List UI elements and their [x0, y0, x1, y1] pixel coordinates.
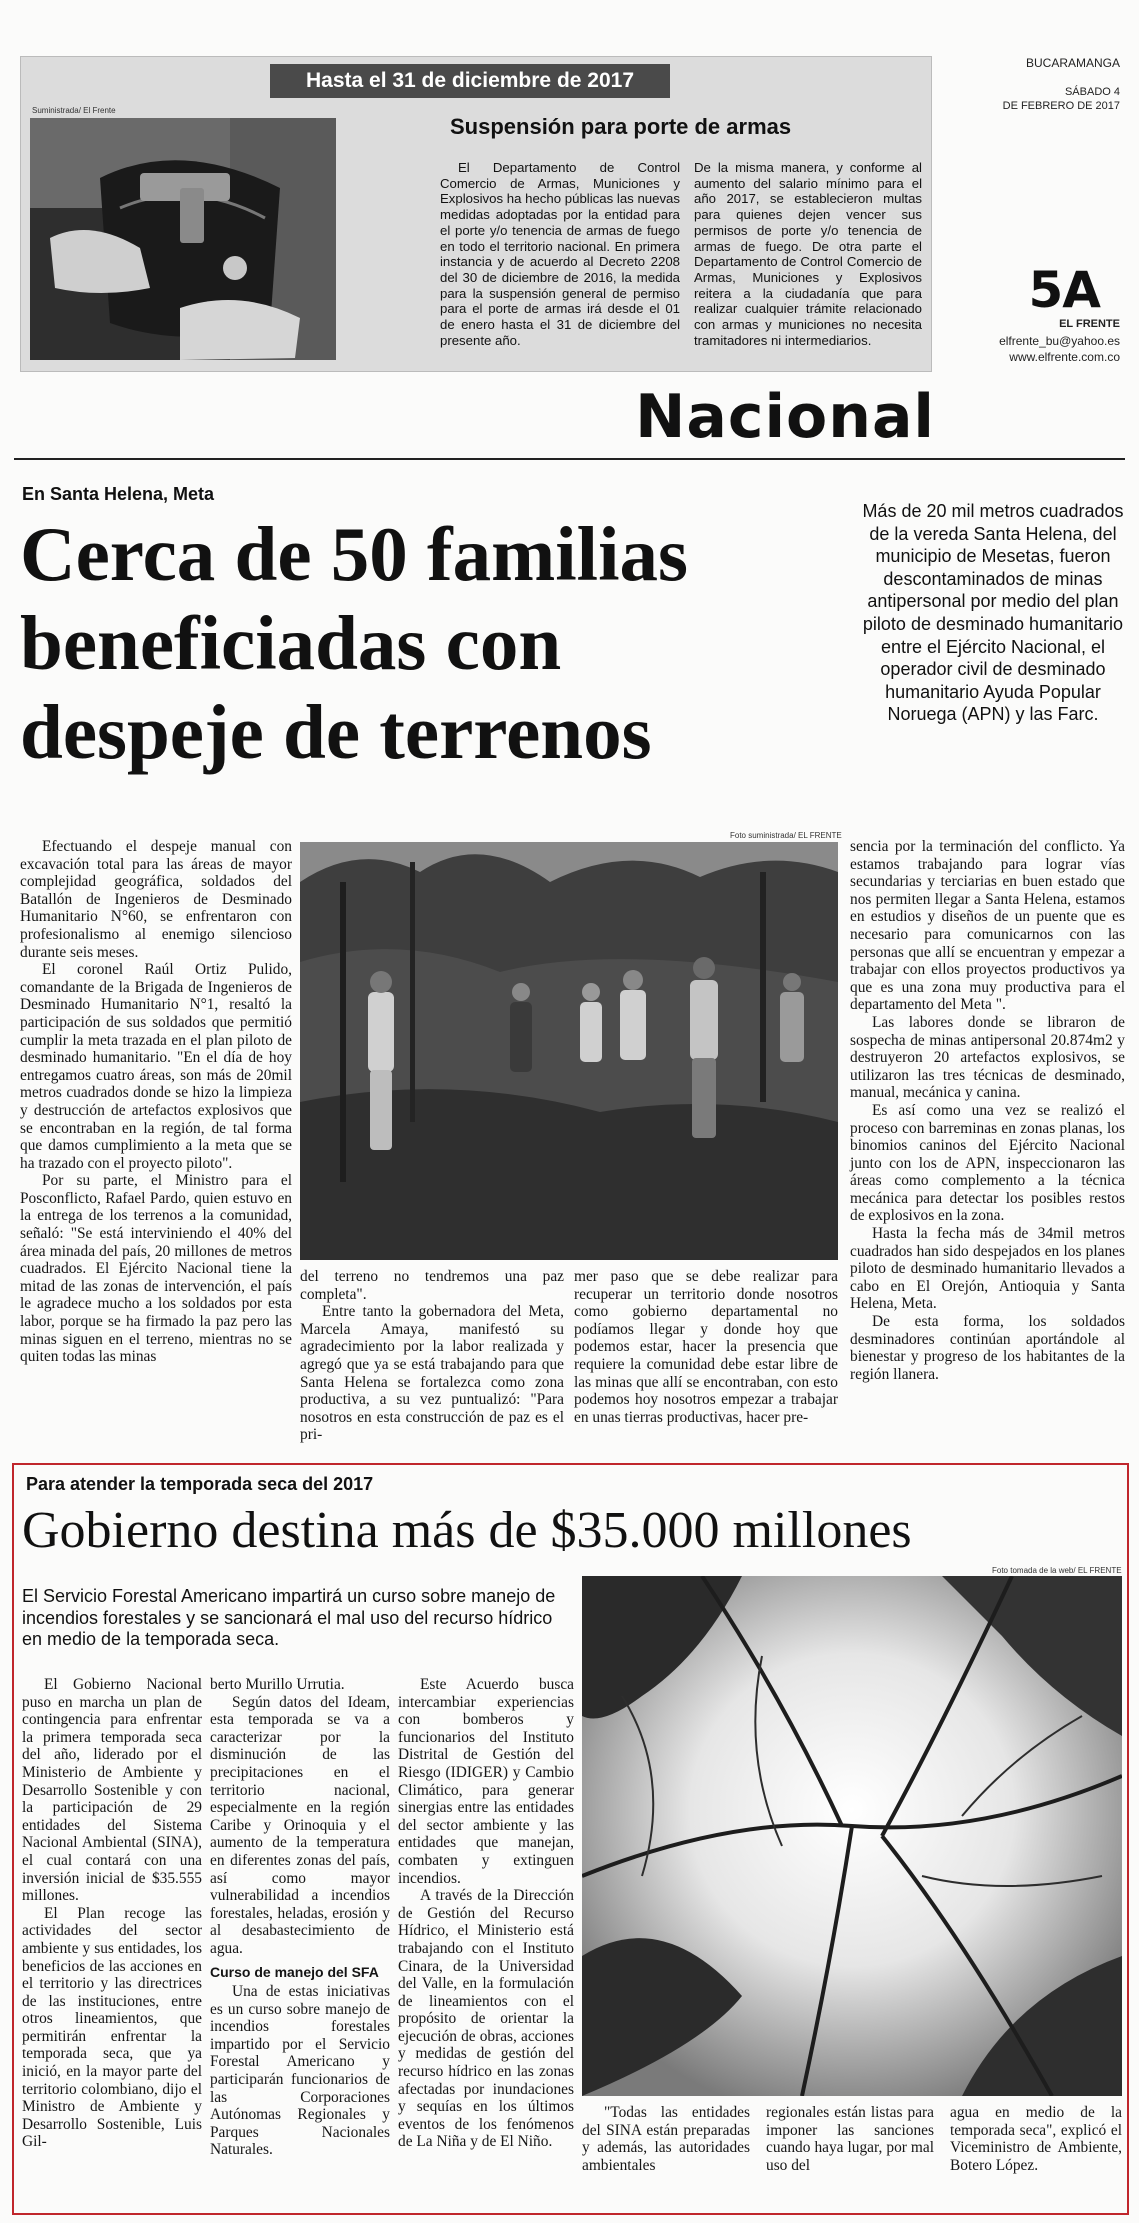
article2-col-2 [210, 1676, 390, 2159]
article2-col1-p1: El Gobierno Nacional puso en marcha un plan de contingencia para enfrentar la primera temporada seca del año, liderado por el Ministerio de Ambiente y Desarrollo Sostenible y con la participación de 29 entidades del Sistema Nacional Ambiental (SINA), el cual contará con una inversión inicial de $35.555 millones. [22, 1676, 202, 1905]
section-rule [14, 458, 1125, 460]
article2-quote-col-3 [950, 2104, 1122, 2174]
article2-col3-p2: A través de la Dirección de Gestión del Recurso Hídrico, el Ministerio está trabajando con el Instituto Cinara, de la Universidad del Valle, en la formulación de lineamientos con el propósito de orientar la ejecución de obras, acciones y medidas de gestión del recurso hídrico en las zonas afectadas por inundaciones y sequías en los últimos eventos de los fenómenos de La Niña y de El Niño. [398, 1887, 574, 2151]
top-col-2: De la misma manera, y conforme al aumento del salario mínimo para el año 2017, se establecieron multas para quienes dejen vencer sus permisos de porte y/o tenencia de armas de fuego. De otra parte el Departamento de Control Comercio de Armas, Municiones y Explosivos reitera a la ciudadanía que para realizar cualquier trámite relacionado con armas y municiones no necesita tramitadores ni intermediarios. [694, 160, 922, 348]
top-banner: Hasta el 31 de diciembre de 2017 [270, 64, 670, 98]
top-photo-handgun-bag [30, 118, 336, 360]
article1-headline-line1: Cerca de 50 familias [20, 511, 688, 597]
article2-quote-p3: agua en medio de la temporada seca", explicó el Viceministro de Ambiente, Botero López. [950, 2104, 1122, 2174]
article1-col-1 [20, 838, 292, 1366]
article1-headline-line3: despeje de terrenos [20, 689, 652, 775]
article1-col1-p2: El coronel Raúl Ortiz Pulido, comandante de la Brigada de Ingenieros de Desminado Humanitario N°1, resaltó la participación de sus soldados que permitió cumplir la meta trazada en el plan piloto de desminado humanitario. "En el día de hoy entregamos cuatro áreas, son más de 20mil metros cuadrados donde se hizo la limpieza y destrucción de artefactos explosivos que se encontraban en la región, de tal forma que damos cumplimiento a la meta que se ha trazado con el proyecto piloto". [20, 961, 292, 1172]
masthead-city: BUCARAMANGA [1025, 56, 1120, 70]
article2-col2-p2: Según datos del Ideam, esta temporada se va a caracterizar por la disminución de las precipitaciones en el territorio nacional, especialmente en la región Caribe y Orinoquia y el aumento de la temperatura en diferentes zonas del país, así como mayor vulnerabilidad a incendios forestales, heladas, erosión y al desabastecimiento de agua. [210, 1693, 390, 1957]
article1-col-2 [300, 1268, 564, 1444]
masthead-date-2: DE FEBRERO DE 2017 [1002, 100, 1120, 112]
article1-col3-p1: mer paso que se debe realizar para recuperar un territorio donde nosotros como gobierno departamental no podíamos llegar y donde hoy que podemos estar, hacer la presencia que requiere la comunidad debe estar libre de las minas que allí se encontraban, con esto podemos hoy nosotros empezar a trabajar en unas tierras productivas, hacer pre- [574, 1268, 838, 1426]
article2-subhead: Curso de manejo del SFA [210, 1963, 379, 1980]
article1-col2-p2: Entre tanto la gobernadora del Meta, Marcela Amaya, manifestó su agradecimiento por la labor realizada y agregó que ya se está trabajando para que Santa Helena se fortalezca como zona productiva, a su vez puntualizó: "Para nosotros en esta construcción de paz es el pri- [300, 1303, 564, 1444]
article2-col2-p3: Una de estas iniciativas es un curso sobre manejo de incendios forestales impartido por el Servicio Forestal Americano y participarán funcionarios de las Corporaciones Autónomas Regionales y Parques Nacionales Naturales. [210, 1983, 390, 2159]
article1-kicker: En Santa Helena, Meta [22, 484, 215, 504]
article1-photo-demining [300, 842, 838, 1260]
article2-quote-col-2 [766, 2104, 934, 2174]
article1-col-3 [574, 1268, 838, 1426]
article2-photo-trees [582, 1576, 1122, 2096]
article1-photo-credit: Foto suministrada/ EL FRENTE [730, 831, 842, 840]
article1-col4-p4: Hasta la fecha más de 34mil metros cuadrados han sido despejados en los planes piloto de desminado humanitario llevados a cabo en El Orejón, Antioquia y Santa Helena, Meta. [850, 1225, 1125, 1313]
article2-quote-p1: "Todas las entidades del SINA están preparadas y además, las autoridades ambientales [582, 2104, 750, 2174]
article2-col-1 [22, 1676, 202, 2151]
tree-canopy-illustration [582, 1576, 1122, 2096]
masthead-website: www.elfrente.com.co [1009, 350, 1120, 364]
article2-col2-p1: berto Murillo Urrutia. [210, 1676, 345, 1693]
page-number: 5A [1028, 261, 1100, 319]
top-headline: Suspensión para porte de armas [450, 114, 792, 139]
article2-quote-col-1 [582, 2104, 750, 2174]
article2-col-3 [398, 1676, 574, 2151]
article2-col3-p1: Este Acuerdo busca intercambiar experiencias con bomberos y funcionarios del Instituto Distrital de Gestión del Riesgo (IDIGER) y Cambio Climático, para generar sinergias entre las entidades del sector ambiente y las entidades que manejan, combaten y extinguen incendios. [398, 1676, 574, 1887]
article2-col1-p2: El Plan recoge las actividades del sector ambiente y sus entidades, los beneficios de las acciones en el territorio y las directrices de las instituciones, entre otros lineamientos, que permitirán enfrentar la temporada seca, que ya inició, en la mayor parte del territorio colombiano, dijo el Ministro de Ambiente y Desarrollo Sostenible, Luis Gil- [22, 1904, 202, 2151]
article1-col2-p1: del terreno no tendremos una paz completa". [300, 1268, 564, 1303]
article1-col-4 [850, 838, 1125, 1383]
article1-col1-p1: Efectuando el despeje manual con excavación total para las áreas de mayor complejidad geográfica, soldados del Batallón de Ingenieros de Desminado Humanitario N°60, se enfrentaron con profesionalismo al enemigo silencioso durante seis meses. [20, 838, 292, 961]
article1-col1-p3: Por su parte, el Ministro para el Posconflicto, Rafael Pardo, quien estuvo en la entrega de los terrenos a la comunidad, señaló: "Se está interviniendo el 40% del área minada del país, 20 millones de metros cuadrados. El Ejército Nacional tiene la mitad de las zonas de intervención, el país le agradece mucho a los soldados por esta labor, porque se ha firmado la paz pero las minas siguen en el terreno, mientras no se quiten todas las minas [20, 1172, 292, 1366]
masthead-brand: EL FRENTE [1059, 318, 1120, 330]
top-col-1: El Departamento de Control Comercio de Armas, Municiones y Explosivos ha hecho públicas las nuevas medidas adoptadas por la entidad para el porte y/o tenencia de armas de fuego en todo el territorio nacional. En primera instancia y de acuerdo al Decreto 2208 del 30 de diciembre de 2016, la medida para la suspensión general de permiso para el porte de armas irá desde el 01 de enero hasta el 31 de diciembre del presente año. [440, 160, 680, 348]
article1-col4-p1: sencia por la terminación del conflicto. Ya estamos trabajando para lograr vías secundarias y terciarias en buen estado que nos permiten llegar a Santa Helena, estamos en estudios y diseños de un puente que es necesario para comunicarnos con las personas que allí se encuentran y empezar a trabajar con ellos proyectos productivos ya que es una zona muy productiva para el departamento del Meta ". [850, 838, 1125, 1014]
article2-headline: Gobierno destina más de $35.000 millones [22, 1502, 912, 1559]
article1-headline-line2: beneficiadas con [20, 600, 562, 686]
section-title: Nacional [635, 382, 935, 452]
masthead-email: elfrente_bu@yahoo.es [999, 334, 1120, 348]
article1-summary: Más de 20 mil metros cuadrados de la vereda Santa Helena, del municipio de Mesetas, fueron descontaminados de minas antipersonal por medio del plan piloto de desminado humanitario entre el Ejército Nacional, el operador civil de desminado humanitario Ayuda Popular Noruega (APN) y las Farc. [862, 501, 1124, 725]
article1-headline [20, 510, 850, 777]
article1-col4-p3: Es así como una vez se realizó el proceso con barreminas en zonas planas, los binomios caninos del Ejército Nacional junto con los de APN, inspeccionaron las áreas como complemento a la técnica mecánica para detectar los posibles restos de explosivos en la zona. [850, 1101, 1125, 1225]
article1-col4-p5: De esta forma, los soldados desminadores continúan aportándole al bienestar y progreso de los habitantes de la región llanera. [850, 1313, 1125, 1383]
top-photo-credit: Suministrada/ El Frente [32, 106, 116, 115]
article2-kicker: Para atender la temporada seca del 2017 [26, 1474, 374, 1494]
article1-col4-p2: Las labores donde se libraron de sospecha de minas antipersonal 20.874m2 y destruyeron 20 artefactos explosivos, se utilizaron las tres técnicas de desminado, manual, mecánica y canina. [850, 1013, 1125, 1102]
article2-summary: El Servicio Forestal Americano impartirá un curso sobre manejo de incendios forestales y se sancionará el mal uso del recurso hídrico en medio de la temporada seca. [22, 1586, 556, 1649]
handgun-bag-illustration [30, 118, 336, 360]
article2-quote-p2: regionales están listas para imponer las sanciones cuando haya lugar, por mal uso del [766, 2104, 934, 2174]
masthead-date-1: SÁBADO 4 [1064, 86, 1120, 98]
article2-photo-credit: Foto tomada de la web/ EL FRENTE [992, 1566, 1122, 1575]
demining-field-illustration [300, 842, 838, 1260]
